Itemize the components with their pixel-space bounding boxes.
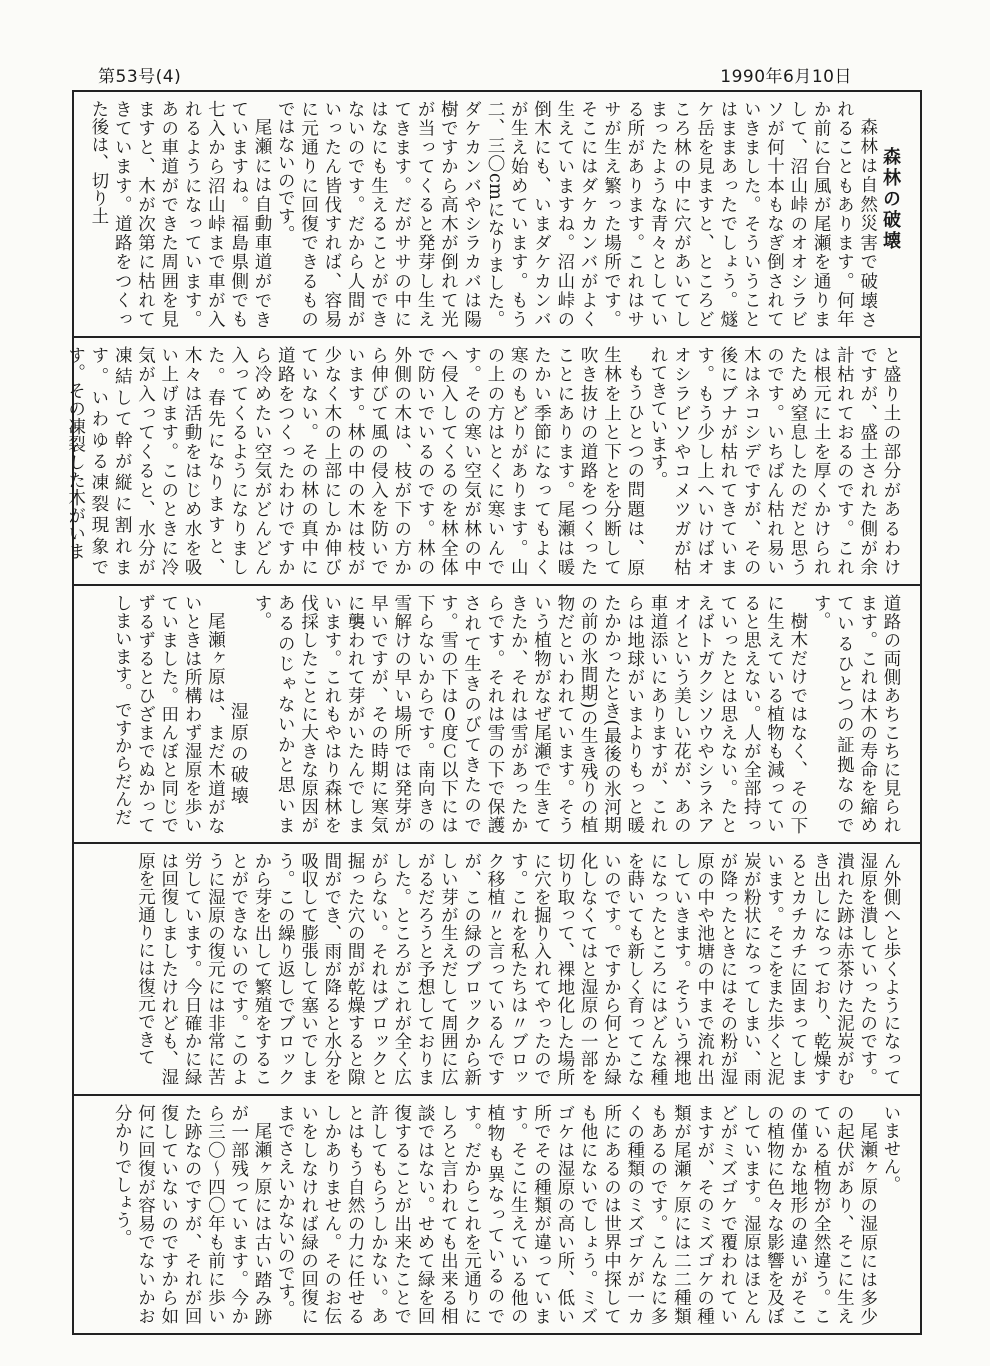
tier-5-text <box>110 1104 902 1325</box>
tier-3-text <box>110 594 902 834</box>
issue-number: 第53号(4) <box>98 67 182 87</box>
tier-2 <box>65 338 920 586</box>
tier-4-text <box>133 852 902 1086</box>
issue-date: 1990年6月10日 <box>720 67 852 87</box>
paragraph: 道路の両側あちこちに見られます。これは木の寿命を縮めているひとつの証拠なのです。 <box>811 594 901 834</box>
paragraph: 尾瀬ヶ原には古い踏み跡が一部残っています。今から三〇〜四〇年も前に歩いた跡なのですが、それが回復していないのですから如何に回復が容易でないかお分かりでしょう。 <box>112 1104 272 1325</box>
tier-5 <box>74 1096 920 1333</box>
tier-1 <box>74 92 920 338</box>
paragraph: 森林は自然災害で破壊されることもあります。何年か前に台風が尾瀬を通りまして、沼山峠のオオシラビソが何十本もなぎ倒されていきました。そういうことはままあったでしょう。燧ケ岳を見ますと、ところどころ林の中に穴があいてしまったような青々としている所があります。これはササが生え繁った場所です。そこにはダケカンバがよく生えていますね。沼山峠の倒木にも、いまダケカンバが生え始めています。もう二、三〇cmになりました。ダケカンバやシラカバは陽樹ですから高木が倒れて光が当ってくると発芽し生えてきます。だがササの中にはなにも生えることができないのです。だから人間がいったん皆伐すれば、容易に元通りに回復できるものではないのです。 <box>275 100 878 328</box>
tier-1-text <box>90 100 902 328</box>
tier-2-text <box>65 346 902 576</box>
paragraph: 尾瀬ヶ原の湿原には多少の起伏があり、そこに生えている植物が全然違う。この僅かな地形の違いがそこの植物に色々な影響を及ぼしています。湿原はほとんどがミズゴケで覆われていますが、そのミズゴケの種類が尾瀬ヶ原には二二種類もあるのです。こんなに多くの種類のミズゴケが一カ所にあるのは世界中探しても他にないでしょう。ミズゴケは湿原の高い所、低い所でその種類が違っています。そこに生えている他の植物も異なっているのです。だからこれを元通りにしろと言われても出来る相談ではない。せめて緑を回復することが出来たことで許してもらうしかない。あとはもう自然の力に任せるしかありません。そのお伝いをしなければ緑の回復にまでさえいかないのです。 <box>275 1104 878 1325</box>
paragraph: と盛り土の部分があるわけですが、盛土された側が余計枯れておるのです。これは根元に土を厚くかけられたため窒息したのだと思うのです。いちばん枯れ易い木はネコシデですが、その後にブナが枯れてきています。もう少し上へいけばオオシラビソやコメツガが枯れてきています。 <box>648 346 901 576</box>
tier-4 <box>74 844 920 1096</box>
paragraph: もうひとつの問題は、原生林を上と下とを分断して吹き抜けの道路をつくったことにあります。尾瀬は暖たかい季節になってもよく寒のもどりがあります。山の上の方はとくに寒いんです。その寒い空気が林の中へ侵入してくるのを林全体で防いでいるのです。林の外側の木は、枝が下の方から伸びて風の侵入を防いでいます。林の中の木は枝が少なく木の上部にしか伸びていない。その林の真中に道路をつくったわけですから冷めたい空気がどんどん入ってくるようになりました。春先になりますと、木々は活動をはじめ水を吸い上げます。このときに冷気が入ってくると、水分が凍結して幹が縦に割れます。いわゆる凍裂現象です。その凍裂した木がいま <box>65 346 645 576</box>
paragraph: 尾瀬ヶ原は、まだ木道がないときは所構わず湿原を歩いていました。田んぼと同じでずるずるとひざまでぬかってしまいます。ですからだんだ <box>112 594 226 834</box>
paragraph: 尾瀬には自動車道ができていますね。福島県側でも七入から沼山峠まで車が入れるようになっています。あの車道ができた周囲を見ますと、木が次第に枯れてきています。道路をつくった後は、切り土 <box>88 100 272 328</box>
paragraph: 樹木だけではなく、その下に生えている植物も減っていると思えない。人が全部持っていったとは思えない。たとえばトガクシソウやシラネアオイという美しい花が、あの車道添いにありますが、これらは地球がいまよりもっと暖たかかったとき(最後の氷河期の前の氷間期)の生き残りの植物だといわれています。そういう植物がなぜ尾瀬で生きてきたか、それは雪があったからです。それは雪の下で保護されて生きのびてきたのです。雪の下は０度Ｃ以下には下らないからです。南向きの雪解けの早い場所では発芽が早いですが、その時期に寒気に襲われて芽がいたんでしまいます。これもやはり森林を伐採したことに大きな原因があるのじゃないかと思います。 <box>251 594 808 834</box>
article-frame <box>65 90 922 1335</box>
tier-3 <box>74 586 920 844</box>
paragraph: ん外側へと歩くようになって湿原を潰していったのです。潰れた跡は赤茶けた泥炭がむき出しになっており、乾燥するとカチカチに固まってしまいます。そこをまた歩くと泥炭が粉状になってしまい、雨が降ったときにはその粉が湿原の中や池塘の中まで流れ出していきます。そういう裸地になったところにはどんな種を蒔いても新しく育ってこないのです。ですから何とか緑化しなくてはと湿原の一部を切り取って、裸地化した場所に穴を掘り入れてやったのです。これを私たちは〃ブロック移植〃と言っているんですが、この緑のブロックから新しい芽が生えだして周囲に広がるだろうと予想しておりました。ところがこれが全く広がらない。それはブロックと掘った穴の間が乾燥すると隙間ができ、雨が降ると水分を吸収して膨張して塞いでしまう。この繰り返しでブロックから芽を出して繁殖をすることができないのです。このように湿原の復元には非常に苦労しています。今日確かに緑は回復しましたけれども、湿原を元通りには復元できて <box>135 852 901 1086</box>
section-heading-wetland: 湿原の破壊 <box>227 702 249 807</box>
section-heading-forest: 森林の破壊 <box>880 146 901 252</box>
paragraph: いません。 <box>881 1104 901 1194</box>
